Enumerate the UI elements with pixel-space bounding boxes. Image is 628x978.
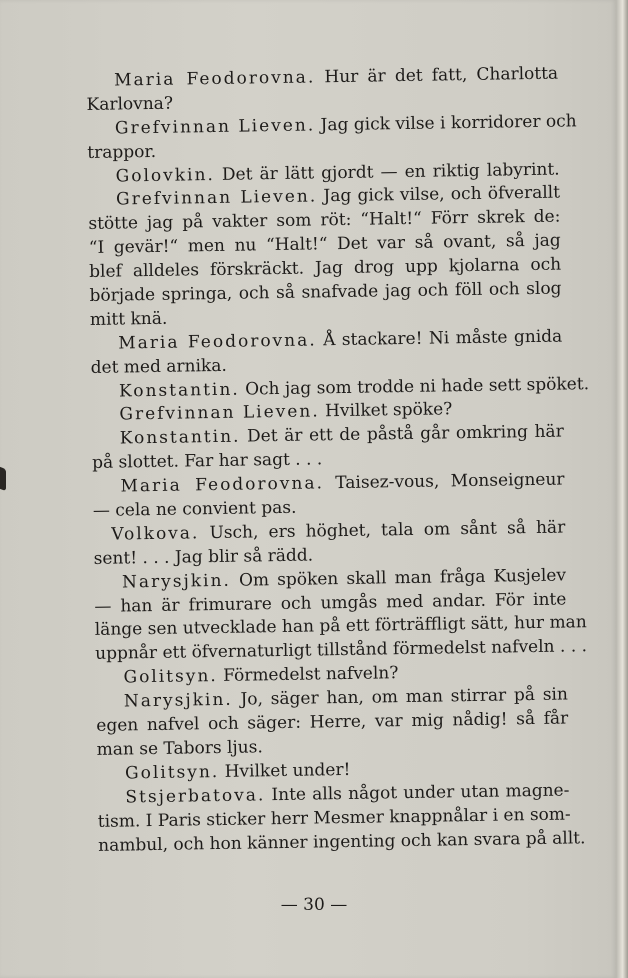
text-line: nambul, och hon känner ingenting och kan svara på allt. <box>98 827 586 856</box>
text-line: Maria Feodorovna. Taisez-vous, Monseigneur <box>120 469 565 497</box>
text-line: Narysjkin. Om spöken skall man fråga Kusjelev <box>121 565 567 593</box>
text-line: tism. I Paris sticker herr Mesmer knappnålar i en som- <box>97 804 571 832</box>
text-line: Grefvinnan Lieven. Jag gick vilse, och öfverallt <box>115 183 561 210</box>
text-line: sent! . . . Jag blir så rädd. <box>93 545 314 569</box>
text-line: — cela ne convient pas. <box>92 497 297 521</box>
text-line: man se Tabors ljus. <box>96 737 263 760</box>
body-text <box>86 63 590 859</box>
text-line: mitt knä. <box>89 308 168 330</box>
text-line: Stsjerbatova. Inte alls något under utan magne- <box>125 780 570 808</box>
text-line: Narysjkin. Jo, säger han, om man stirrar på sin <box>123 684 569 712</box>
page-edge-mark <box>0 467 6 491</box>
text-line: trappor. <box>87 141 157 163</box>
text-line: på slottet. Far har sagt . . . <box>92 449 323 474</box>
text-line: — han är frimurare och umgås med andar. För inte <box>94 589 567 617</box>
text-line: det med arnika. <box>90 355 227 378</box>
text-line: Maria Feodorovna. Hur är det fatt, Charlotta <box>114 63 559 91</box>
text-line: Grefvinnan Lieven. Hvilket spöke? <box>119 399 453 425</box>
text-line: stötte jag på vakter som röt: “Halt!“ Förr skrek de: <box>88 206 561 235</box>
text-line: egen nafvel och säger: Herre, var mig nådig! så får <box>96 708 569 736</box>
text-line: Golitsyn. Hvilket under! <box>124 759 351 784</box>
text-line: Maria Feodorovna. Å stackare! Ni måste gnida <box>118 326 563 354</box>
page-number: — 30 — <box>280 895 348 915</box>
text-line: började springa, och så snafvade jag och föll och slog <box>89 278 562 306</box>
text-line: länge sen utvecklade han på ett förträffligt sätt, hur man <box>94 612 587 641</box>
text-line: Grefvinnan Lieven. Jag gick vilse i korridorer och <box>114 111 577 139</box>
text-line: blef alldeles förskräckt. Jag drog upp kjolarna och <box>89 254 562 283</box>
text-line: Konstantin. Och jag som trodde ni hade sett spöket. <box>118 373 590 402</box>
text-line: “I gevär!“ men nu “Halt!“ Det var så ovant, så jag <box>88 230 561 259</box>
next-page-edge <box>616 0 628 978</box>
text-line: Golitsyn. Förmedelst nafveln? <box>123 663 399 688</box>
text-line: uppnår ett öfvernaturligt tillstånd förmedelst nafveln . . . <box>95 636 588 665</box>
text-line: Konstantin. Det är ett de påstå går omkring här <box>119 421 564 449</box>
text-line: Volkova. Usch, ers höghet, tala om sånt så här <box>111 517 566 545</box>
text-line: Karlovna? <box>86 93 174 115</box>
text-line: Golovkin. Det är lätt gjordt — en riktig labyrint. <box>115 159 560 187</box>
